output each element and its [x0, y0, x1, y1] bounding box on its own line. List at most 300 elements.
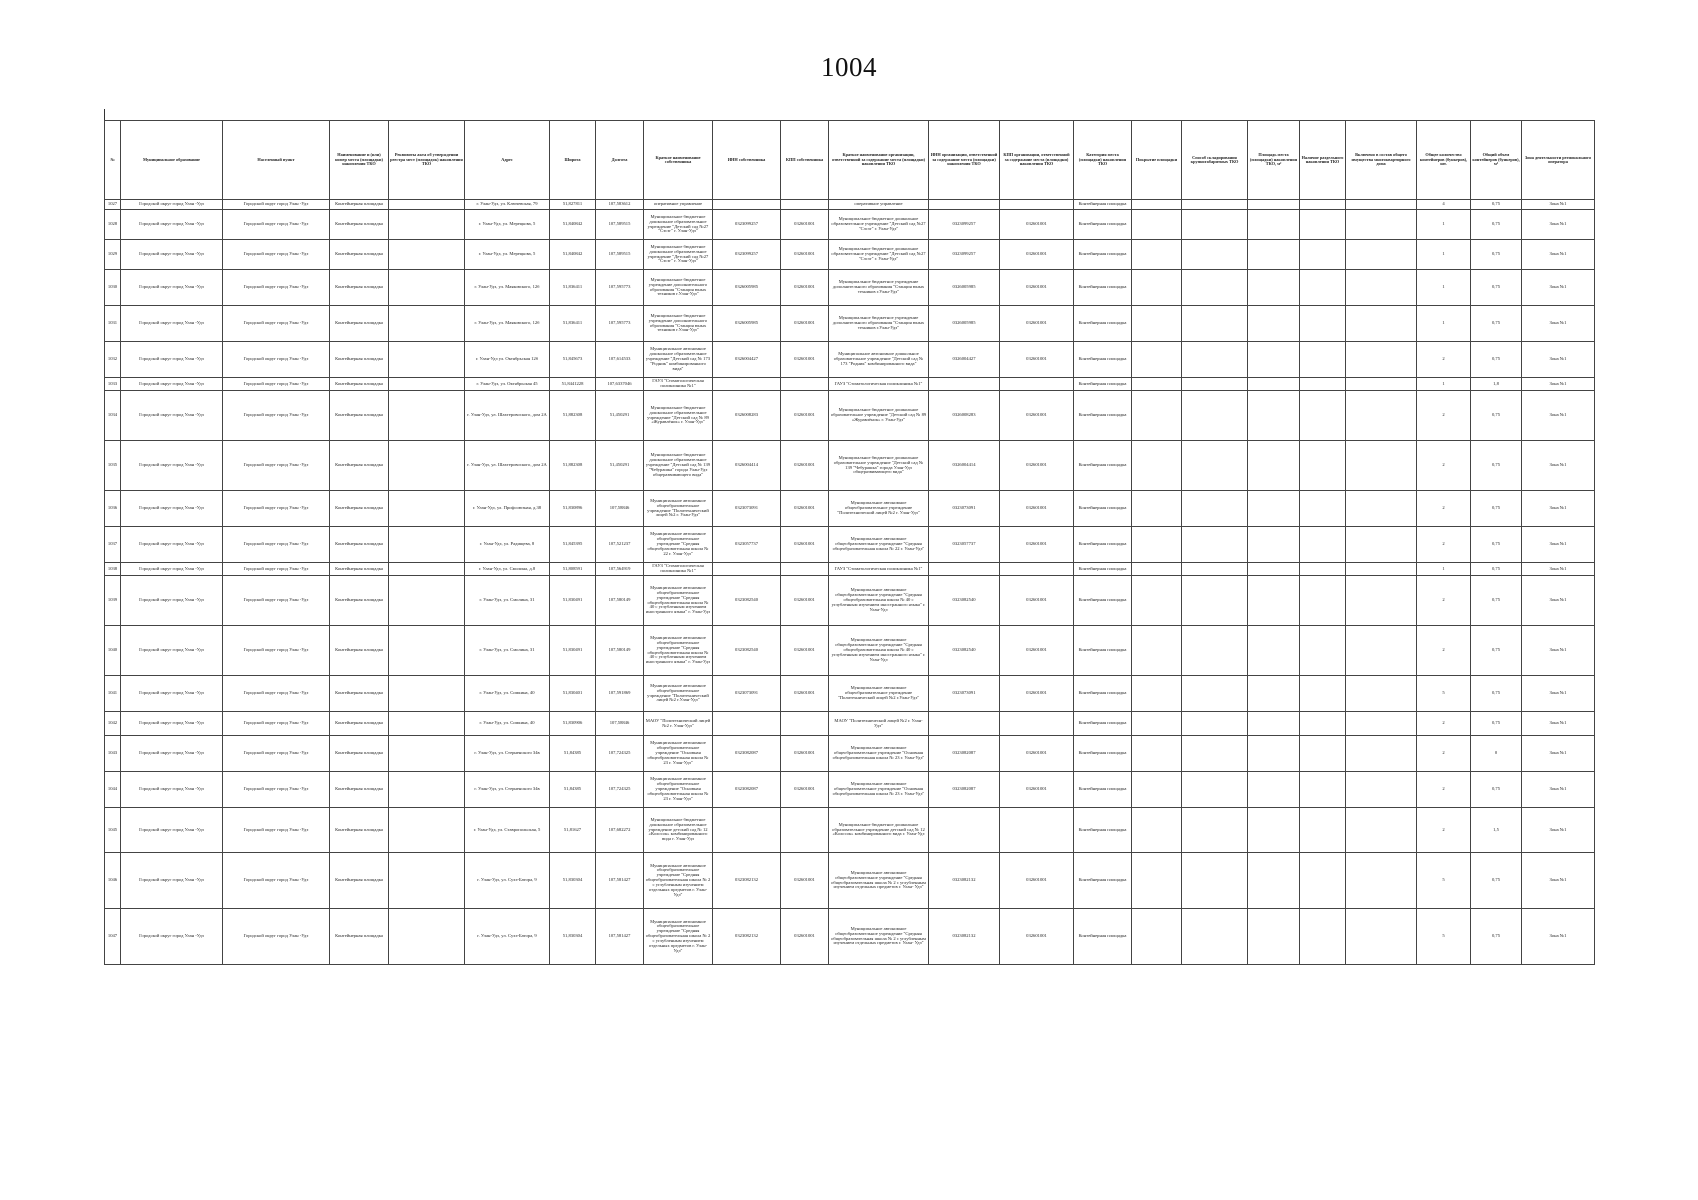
table-cell: 032601001 — [781, 736, 829, 772]
table-cell — [389, 626, 465, 676]
table-row — [105, 491, 1595, 527]
table-cell: 0326005985 — [713, 306, 781, 342]
table-cell — [1182, 270, 1248, 306]
table-cell: 107,580149 — [596, 576, 644, 626]
column-header: Общее количество контейнеров (бункеров), шт. — [1417, 121, 1471, 200]
table-cell: Зона №1 — [1522, 240, 1595, 270]
table-cell: Контейнерная площадка — [330, 626, 389, 676]
table-cell: 51,84385 — [550, 736, 596, 772]
table-cell: 107,724325 — [596, 736, 644, 772]
table-cell — [1300, 909, 1346, 965]
table-cell — [389, 378, 465, 391]
table-cell — [1132, 391, 1182, 441]
table-row — [105, 712, 1595, 736]
table-row — [105, 626, 1595, 676]
table-row — [105, 576, 1595, 626]
column-header: Зона деятельности регионального оператора — [1522, 121, 1595, 200]
table-cell: 032601001 — [1000, 491, 1074, 527]
table-cell: Контейнерная площадка — [1074, 378, 1132, 391]
column-header: Муниципальное образование — [121, 121, 223, 200]
table-cell: Городской округ город Улан -Удэ — [121, 676, 223, 712]
table-cell: 0323082132 — [713, 853, 781, 909]
table-cell: 5 — [1417, 853, 1471, 909]
table-cell: 032601001 — [781, 909, 829, 965]
table-cell: 0,75 — [1471, 853, 1522, 909]
table-cell — [1346, 626, 1417, 676]
table-cell: 51,830491 — [550, 576, 596, 626]
table-cell: 032601001 — [1000, 772, 1074, 808]
table-cell — [1182, 441, 1248, 491]
table-cell: МАОУ "Политехнический лицей №2 г. Улан-Удэ" — [644, 712, 713, 736]
table-cell: Городской округ город Улан -Удэ — [223, 441, 330, 491]
table-cell: 107,580149 — [596, 626, 644, 676]
table-cell: 032601001 — [781, 391, 829, 441]
table-cell — [1346, 240, 1417, 270]
table-cell: 0,75 — [1471, 306, 1522, 342]
table-cell: 1042 — [105, 712, 121, 736]
table-cell: 107,595773 — [596, 306, 644, 342]
table-cell: 0323073091 — [713, 491, 781, 527]
table-cell: Зона №1 — [1522, 676, 1595, 712]
table-cell: Контейнерная площадка — [1074, 736, 1132, 772]
table-cell — [1300, 441, 1346, 491]
table-cell: Контейнерная площадка — [330, 909, 389, 965]
table-cell: 107,589515 — [596, 240, 644, 270]
table-cell: 0,75 — [1471, 676, 1522, 712]
table-cell: Зона №1 — [1522, 342, 1595, 378]
table-cell — [1132, 210, 1182, 240]
table-cell — [1132, 626, 1182, 676]
table-cell: 2 — [1417, 491, 1471, 527]
table-cell: Городской округ город Улан -Удэ — [223, 342, 330, 378]
table-cell — [1132, 563, 1182, 576]
table-cell: 51,836411 — [550, 306, 596, 342]
table-cell: г. Улан-Удэ, ул. Сомкина, 40 — [465, 712, 550, 736]
table-cell — [1300, 240, 1346, 270]
table-cell: 0,75 — [1471, 712, 1522, 736]
table-cell: Контейнерная площадка — [1074, 772, 1132, 808]
table-cell — [1248, 712, 1300, 736]
table-cell — [1300, 342, 1346, 378]
table-cell: 1041 — [105, 676, 121, 712]
table-cell: г. Улан-Удэ, ул. Шахтеровоского, дом 2А — [465, 391, 550, 441]
table-cell: Городской округ город Улан -Удэ — [121, 210, 223, 240]
table-cell: 032601001 — [781, 210, 829, 240]
table-cell: Муниципальное бюджетное дошкольное образовательное учреждение "Детский сад №27 "Сэсэг" г. Улан-Удэ" — [829, 240, 929, 270]
table-cell — [1132, 909, 1182, 965]
table-cell: Контейнерная площадка — [330, 853, 389, 909]
table-cell: Контейнерная площадка — [1074, 676, 1132, 712]
table-cell: 0323082540 — [929, 576, 1000, 626]
table-cell: г. Улан-Удэ, ул. Ключевская, 79 — [465, 200, 550, 210]
table-cell: Муниципальное бюджетное дошкольное образовательное учреждение "Детский сад №27 "Сэсэг" г. Улан-Удэ" — [829, 210, 929, 240]
table-cell: Городской округ город Улан -Удэ — [223, 527, 330, 563]
table-cell — [1182, 772, 1248, 808]
table-cell: Городской округ город Улан -Удэ — [121, 909, 223, 965]
table-cell: г. Улан-Удэ, ул. Смолина, 31 — [465, 576, 550, 626]
table-cell — [1132, 736, 1182, 772]
table-cell: 51,830896 — [550, 491, 596, 527]
table-cell: Городской округ город Улан -Удэ — [121, 378, 223, 391]
table-cell: 0323082087 — [713, 736, 781, 772]
table-cell — [1132, 576, 1182, 626]
table-cell — [1248, 772, 1300, 808]
table-cell — [1346, 563, 1417, 576]
table-cell — [389, 772, 465, 808]
table-cell: Контейнерная площадка — [330, 808, 389, 853]
table-cell: 4 — [1417, 200, 1471, 210]
table-cell: 0323099257 — [929, 240, 1000, 270]
table-cell — [1248, 306, 1300, 342]
column-header: Долгота — [596, 121, 644, 200]
table-cell — [781, 378, 829, 391]
column-header: Широта — [550, 121, 596, 200]
table-cell: Городской округ город Улан -Удэ — [121, 391, 223, 441]
table-cell: Муниципальное автономное общеобразовательное учреждение "Средняя общеобразовательная школа № 40 с углубленным изучением иностранного языка" г. Улан-Удэ — [829, 576, 929, 626]
table-cell: Контейнерная площадка — [330, 306, 389, 342]
table-cell: Муниципальное бюджетное дошкольное образовательное учреждение детский сад № 12 «Колосок» комбинированного вида г. Улан-Удэ — [644, 808, 713, 853]
table-cell: 0326005985 — [929, 270, 1000, 306]
column-header: ИНН собственника — [713, 121, 781, 200]
table-cell: 1,5 — [1471, 808, 1522, 853]
table-cell: Зона №1 — [1522, 772, 1595, 808]
table-cell: 51,830304 — [550, 909, 596, 965]
table-cell — [1300, 270, 1346, 306]
table-cell — [1182, 306, 1248, 342]
table-cell — [1346, 853, 1417, 909]
table-cell: Муниципальное автономное общеобразовательное учреждение "Основная общеобразовательная школа № 23 г. Улан-Удэ" — [644, 772, 713, 808]
table-cell: 107,682272 — [596, 808, 644, 853]
table-row — [105, 772, 1595, 808]
table-cell: 1030 — [105, 270, 121, 306]
table-cell: 0323099257 — [713, 240, 781, 270]
table-cell — [1132, 808, 1182, 853]
table-cell: 51,845673 — [550, 342, 596, 378]
table-cell: 032601001 — [1000, 853, 1074, 909]
table-cell: Муниципальное автономное общеобразовательное учреждение "Средняя общеобразовательная школа № 22 г. Улан-Удэ" — [829, 527, 929, 563]
table-cell — [1182, 853, 1248, 909]
table-cell: Городской округ город Улан -Удэ — [223, 378, 330, 391]
table-cell — [1346, 200, 1417, 210]
table-cell: Муниципальное автономное общеобразовательное учреждение "Средняя общеобразовательная школа № 40 с углубленным изучением иностранного языка" г. Улан-Удэ — [644, 576, 713, 626]
table-cell: Зона №1 — [1522, 491, 1595, 527]
table-cell: Зона №1 — [1522, 306, 1595, 342]
table-cell: 1039 — [105, 576, 121, 626]
table-cell — [1300, 563, 1346, 576]
table-cell: Городской округ город Улан -Удэ — [121, 491, 223, 527]
table-cell — [1346, 306, 1417, 342]
table-cell: 2 — [1417, 441, 1471, 491]
table-cell: Муниципальное автономное общеобразовательное учреждение "Средняя общеобразовательная школа № 40 с углубленным изучением иностранного языка" г. Улан-Удэ — [644, 626, 713, 676]
table-cell: г. Улан-Удэ, ул. Маяковского, 12б — [465, 306, 550, 342]
table-cell: 2 — [1417, 576, 1471, 626]
table-cell: Контейнерная площадка — [330, 712, 389, 736]
table-cell: Городской округ город Улан -Удэ — [121, 626, 223, 676]
table-cell — [389, 909, 465, 965]
column-header: Покрытие площадки — [1132, 121, 1182, 200]
table-cell: Городской округ город Улан -Удэ — [121, 306, 223, 342]
table-cell: Городской округ город Улан -Удэ — [223, 240, 330, 270]
table-cell: Городской округ город Улан -Удэ — [121, 808, 223, 853]
table-cell: 2 — [1417, 626, 1471, 676]
table-row — [105, 391, 1595, 441]
table-cell: Зона №1 — [1522, 210, 1595, 240]
table-row — [105, 808, 1595, 853]
table-cell: 1 — [1417, 240, 1471, 270]
table-cell: 032601001 — [781, 240, 829, 270]
table-cell: г. Улан-Удэ, ул. Мерецкова, 5 — [465, 210, 550, 240]
table-cell: 107,583612 — [596, 200, 644, 210]
table-row — [105, 240, 1595, 270]
table-cell: Городской округ город Улан -Удэ — [223, 491, 330, 527]
table-cell: Зона №1 — [1522, 441, 1595, 491]
table-cell: Контейнерная площадка — [1074, 391, 1132, 441]
table-cell: Зона №1 — [1522, 576, 1595, 626]
table-cell — [389, 210, 465, 240]
table-cell: 51,836411 — [550, 270, 596, 306]
table-cell — [1300, 853, 1346, 909]
table-cell — [389, 342, 465, 378]
table-cell: Контейнерная площадка — [330, 200, 389, 210]
table-cell: ГАУЗ "Стоматологическая поликлиника №1" — [644, 563, 713, 576]
table-cell: 0326005985 — [929, 306, 1000, 342]
table-cell — [389, 527, 465, 563]
table-cell — [1300, 378, 1346, 391]
table-cell: Контейнерная площадка — [1074, 563, 1132, 576]
table-cell — [1132, 676, 1182, 712]
table-cell: Муниципальное автономное дошкольное образовательное учреждение "Детский сад № 173 "Родник" комбинированного вида" — [829, 342, 929, 378]
table-cell — [1300, 210, 1346, 240]
table-cell: Городской округ город Улан -Удэ — [223, 736, 330, 772]
table-cell: Зона №1 — [1522, 200, 1595, 210]
table-cell: Зона №1 — [1522, 527, 1595, 563]
table-cell: 1047 — [105, 909, 121, 965]
table-cell: 51,84385 — [550, 772, 596, 808]
table-cell: Контейнерная площадка — [1074, 200, 1132, 210]
table-cell: Контейнерная площадка — [330, 736, 389, 772]
table-cell: 032601001 — [1000, 306, 1074, 342]
table-cell: 51,8441228 — [550, 378, 596, 391]
table-cell: Городской округ город Улан -Удэ — [223, 200, 330, 210]
table-cell — [389, 563, 465, 576]
table-cell: 1040 — [105, 626, 121, 676]
table-cell — [1248, 676, 1300, 712]
table-cell — [1300, 576, 1346, 626]
table-cell — [1346, 808, 1417, 853]
table-cell: Городской округ город Улан -Удэ — [223, 712, 330, 736]
table-cell: оперативное управление — [829, 200, 929, 210]
table-cell — [1300, 306, 1346, 342]
table-cell: Муниципальное автономное общеобразовательное учреждение "Основная общеобразовательная школа № 23 г. Улан-Удэ" — [829, 772, 929, 808]
table-cell: Контейнерная площадка — [1074, 210, 1132, 240]
table-cell — [1132, 712, 1182, 736]
table-cell: г. Улан-Удэ, ул. Октябрьская 45 — [465, 378, 550, 391]
table-cell: 1038 — [105, 563, 121, 576]
table-cell: Муниципальное бюджетное дошкольное образовательное учреждение "Детский сад №27 "Сэсэг" г. Улан-Удэ" — [644, 240, 713, 270]
table-cell: 0,75 — [1471, 772, 1522, 808]
table-cell: Городской округ город Улан -Удэ — [223, 676, 330, 712]
table-cell: 0323082132 — [929, 909, 1000, 965]
table-cell — [1346, 676, 1417, 712]
table-cell — [389, 712, 465, 736]
table-cell: 107,614533 — [596, 342, 644, 378]
table-cell: 51,840842 — [550, 240, 596, 270]
table-cell — [1346, 210, 1417, 240]
table-cell: 1035 — [105, 441, 121, 491]
table-cell: 1036 — [105, 491, 121, 527]
table-cell — [1346, 576, 1417, 626]
table-cell — [1000, 712, 1074, 736]
table-cell — [1248, 378, 1300, 391]
table-cell: 0,75 — [1471, 342, 1522, 378]
table-cell: Муниципальное автономное дошкольное образовательное учреждение "Детский сад № 173 "Родник" комбинированного вида" — [644, 342, 713, 378]
table-cell: Зона №1 — [1522, 563, 1595, 576]
table-cell: 0326004427 — [713, 342, 781, 378]
table-cell — [1182, 240, 1248, 270]
table-cell: Городской округ город Улан -Удэ — [121, 576, 223, 626]
table-cell: 1034 — [105, 391, 121, 441]
table-cell: Контейнерная площадка — [330, 378, 389, 391]
table-cell: Контейнерная площадка — [330, 270, 389, 306]
table-cell — [1300, 491, 1346, 527]
table-cell: 032601001 — [781, 342, 829, 378]
table-cell: 51,808591 — [550, 563, 596, 576]
table-cell — [1248, 808, 1300, 853]
table-cell — [1248, 391, 1300, 441]
column-header: Площадь места (площадки) накопления ТКО, м² — [1248, 121, 1300, 200]
table-cell — [1132, 527, 1182, 563]
table-cell: 032601001 — [781, 626, 829, 676]
column-header: № — [105, 121, 121, 200]
table-cell: Зона №1 — [1522, 736, 1595, 772]
table-cell: Контейнерная площадка — [1074, 240, 1132, 270]
table-cell: Муниципальное бюджетное учреждение дополнительного образования "Станция юных техников г.Улан-Удэ" — [829, 270, 929, 306]
table-cell: Зона №1 — [1522, 808, 1595, 853]
waste-sites-registry-table — [104, 120, 1595, 965]
table-cell: Контейнерная площадка — [1074, 441, 1132, 491]
table-cell: Контейнерная площадка — [330, 391, 389, 441]
table-cell: Городской округ город Улан -Удэ — [121, 240, 223, 270]
table-cell — [1346, 736, 1417, 772]
table-cell — [389, 200, 465, 210]
table-cell: 032601001 — [1000, 909, 1074, 965]
table-cell: г. Улан-Удэ, ул. Ставропольская, 5 — [465, 808, 550, 853]
table-cell: Муниципальное автономное общеобразовательное учреждение "Основная общеобразовательная школа № 23 г. Улан-Удэ" — [644, 736, 713, 772]
table-cell: Муниципальное автономное общеобразовательное учреждение "Средняя общеобразовательная школа № 2 с углубленным изучением отдельных предметов г. Улан- Удэ" — [644, 853, 713, 909]
table-cell: 1 — [1417, 378, 1471, 391]
table-cell: 032601001 — [1000, 391, 1074, 441]
table-cell — [1182, 736, 1248, 772]
table-cell: ГАУЗ "Стоматологическая поликлиника №1" — [829, 563, 929, 576]
table-cell: 1043 — [105, 736, 121, 772]
table-cell: Контейнерная площадка — [1074, 270, 1132, 306]
table-cell — [1300, 772, 1346, 808]
table-cell: Муниципальное автономное общеобразовательное учреждение "Средняя общеобразовательная школа № 22 г. Улан-Удэ" — [644, 527, 713, 563]
table-cell: г. Улан-Удэ, ул. Профсоюзная, д.38 — [465, 491, 550, 527]
table-cell: Зона №1 — [1522, 909, 1595, 965]
table-cell: Контейнерная площадка — [330, 576, 389, 626]
table-cell: 107,591869 — [596, 676, 644, 712]
table-cell — [1248, 240, 1300, 270]
table-cell — [1346, 527, 1417, 563]
table-cell: 0 — [1471, 736, 1522, 772]
table-cell: 1037 — [105, 527, 121, 563]
table-cell — [1300, 527, 1346, 563]
column-header: КПП собственника — [781, 121, 829, 200]
table-cell: 0323082087 — [929, 772, 1000, 808]
table-cell: 2 — [1417, 527, 1471, 563]
column-header: Включено в состав общего имущества многоквартирного дома — [1346, 121, 1417, 200]
table-cell: г. Улан-Удэ, ул. Мерецкова, 5 — [465, 240, 550, 270]
table-cell: Городской округ город Улан -Удэ — [223, 808, 330, 853]
table-cell: Контейнерная площадка — [330, 342, 389, 378]
table-cell: 107,724325 — [596, 772, 644, 808]
table-cell — [1132, 853, 1182, 909]
table-cell: 032601001 — [781, 576, 829, 626]
table-cell: Городской округ город Улан -Удэ — [223, 306, 330, 342]
table-cell: Городской округ город Улан -Удэ — [121, 563, 223, 576]
table-row — [105, 306, 1595, 342]
table-cell: 51,882308 — [550, 391, 596, 441]
column-header: Категория места (площадки) накопления ТКО — [1074, 121, 1132, 200]
page-number: 1004 — [821, 52, 877, 82]
table-cell: 2 — [1417, 712, 1471, 736]
table-cell — [1248, 909, 1300, 965]
table-cell: 0326004414 — [713, 441, 781, 491]
table-cell — [713, 712, 781, 736]
table-cell: Городской округ город Улан -Удэ — [223, 391, 330, 441]
column-header: Способ складирования крупногабаритных ТКО — [1182, 121, 1248, 200]
table-cell: 2 — [1417, 808, 1471, 853]
table-cell: г. Улан-Удэ, ул. Сомкина, 40 — [465, 676, 550, 712]
table-cell: Муниципальное автономное общеобразовательное учреждение "Политехнический лицей №2 г. Улан-Удэ" — [829, 491, 929, 527]
table-cell: Муниципальное автономное общеобразовательное учреждение "Средняя общеобразовательная школа № 2 с углубленным изучением отдельных предметов г. Улан- Удэ" — [644, 909, 713, 965]
table-cell: Муниципальное бюджетное учреждение дополнительного образования "Станция юных техников г.Улан-Удэ" — [644, 270, 713, 306]
table-cell — [713, 378, 781, 391]
table-cell: Городской округ город Улан -Удэ — [223, 563, 330, 576]
table-cell — [1132, 378, 1182, 391]
table-cell: 107,589515 — [596, 210, 644, 240]
table-cell: Муниципальное бюджетное дошкольное образовательное учреждение "Детский сад №27 "Сэсэг" г. Улан-Удэ" — [644, 210, 713, 240]
table-cell: 0323073091 — [929, 676, 1000, 712]
table-cell: Муниципальное автономное общеобразовательное учреждение "Политехнический лицей №2 г. Улан-Удэ" — [644, 491, 713, 527]
table-cell: 0323082540 — [713, 626, 781, 676]
table-cell: 51,450291 — [596, 391, 644, 441]
table-cell: 5 — [1417, 909, 1471, 965]
table-cell — [713, 563, 781, 576]
table-cell: г. Улан-Удэ ул. Октябрьская 12б — [465, 342, 550, 378]
table-row — [105, 270, 1595, 306]
table-cell — [389, 306, 465, 342]
table-cell — [1132, 200, 1182, 210]
table-row — [105, 200, 1595, 210]
table-cell: 107,58846 — [596, 712, 644, 736]
table-cell — [1248, 441, 1300, 491]
table-header-row — [105, 121, 1595, 200]
table-cell: 1031 — [105, 306, 121, 342]
table-cell: Контейнерная площадка — [1074, 491, 1132, 527]
table-cell — [1182, 391, 1248, 441]
table-cell: 0,75 — [1471, 391, 1522, 441]
table-cell: 032601001 — [781, 853, 829, 909]
table-cell: 032601001 — [781, 527, 829, 563]
table-row — [105, 676, 1595, 712]
table-cell: 51,882308 — [550, 441, 596, 491]
table-cell: 032601001 — [1000, 210, 1074, 240]
table-cell: Городской округ город Улан -Удэ — [121, 200, 223, 210]
table-cell: 032601001 — [781, 772, 829, 808]
table-cell: 1,8 — [1471, 378, 1522, 391]
